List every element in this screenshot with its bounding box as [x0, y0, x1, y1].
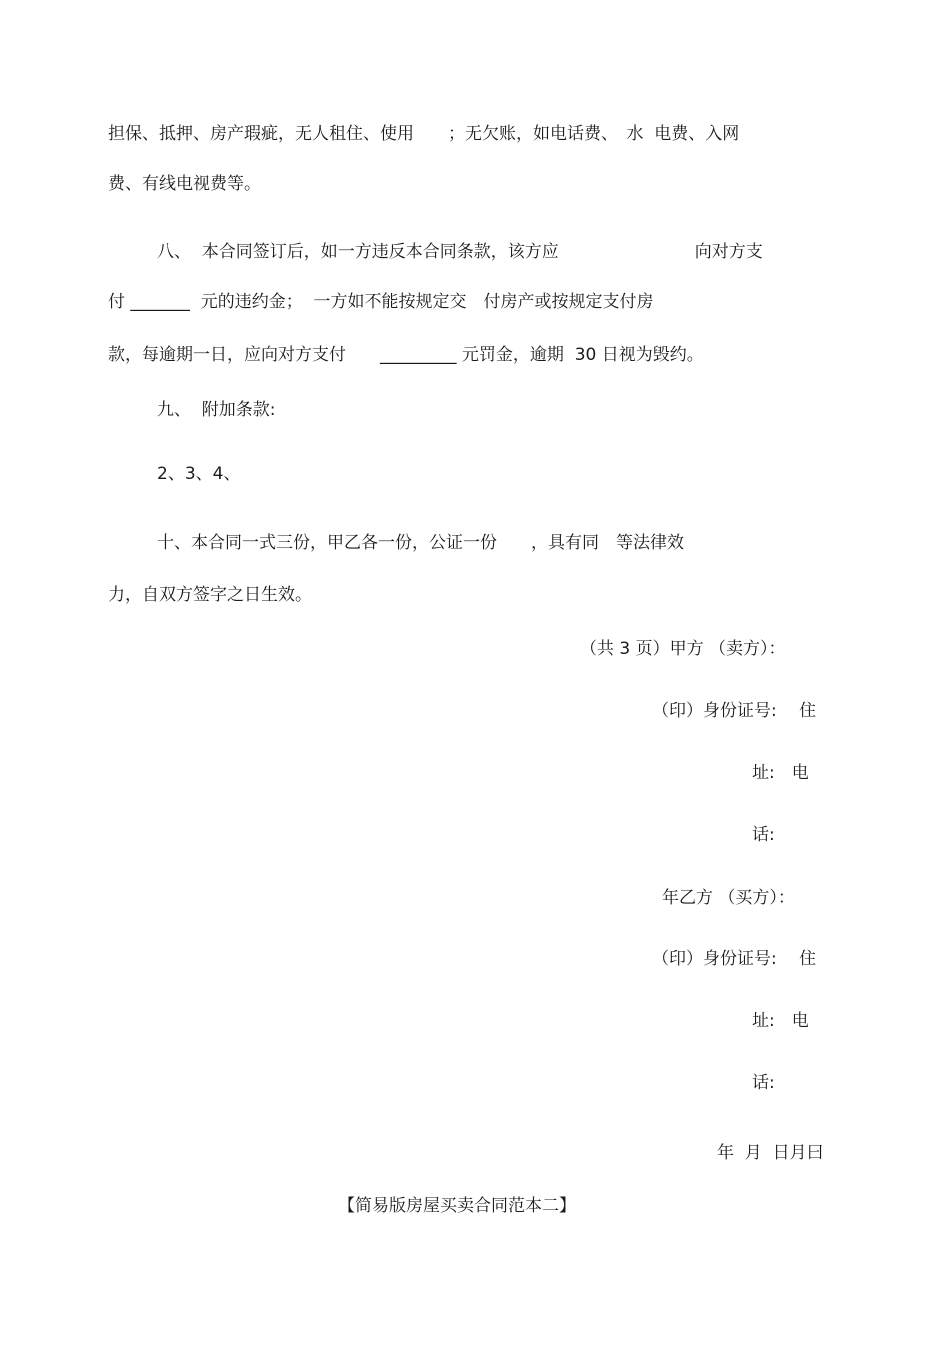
signing-date: 年 月 日月曰 — [717, 1143, 824, 1163]
party-a-title: （共 3 页）甲方 （卖方）： — [580, 639, 786, 659]
clause-ten-line: 力，自双方签字之日生效。 — [108, 585, 312, 605]
party-b-phone: 话: — [752, 1073, 775, 1093]
party-b-id: （印）身份证号: 住 — [652, 949, 817, 969]
clause-eight-line: 付 _______ 元的违约金； 一方如不能按规定交 付房产或按规定支付房 — [108, 292, 654, 312]
next-section-title: 【简易版房屋买卖合同范本二】 — [338, 1196, 576, 1216]
paragraph-line: 费、有线电视费等。 — [108, 174, 261, 194]
clause-eight-line: 款，每逾期一日，应向对方支付 _________ 元罚金，逾期 30 日视为毁约。 — [108, 345, 704, 365]
paragraph-line: 担保、抵押、房产瑕疵，无人租住、使用 ；无欠账，如电话费、 水 电费、入网 — [108, 124, 740, 144]
party-a-id: （印）身份证号: 住 — [652, 701, 817, 721]
clause-nine: 九、 附加条款: — [157, 400, 276, 420]
party-b-title: 年乙方 （买方）： — [662, 888, 795, 908]
clause-eight-line: 八、 本合同签订后，如一方违反本合同条款，该方应 向对方支 — [157, 242, 763, 262]
party-a-phone: 话: — [752, 825, 775, 845]
party-a-address: 址: 电 — [752, 763, 809, 783]
additional-items: 2、3、4、 — [157, 464, 241, 484]
party-b-address: 址: 电 — [752, 1011, 809, 1031]
clause-ten-line: 十、本合同一式三份，甲乙各一份，公证一份 ，具有同 等法律效 — [157, 533, 684, 553]
